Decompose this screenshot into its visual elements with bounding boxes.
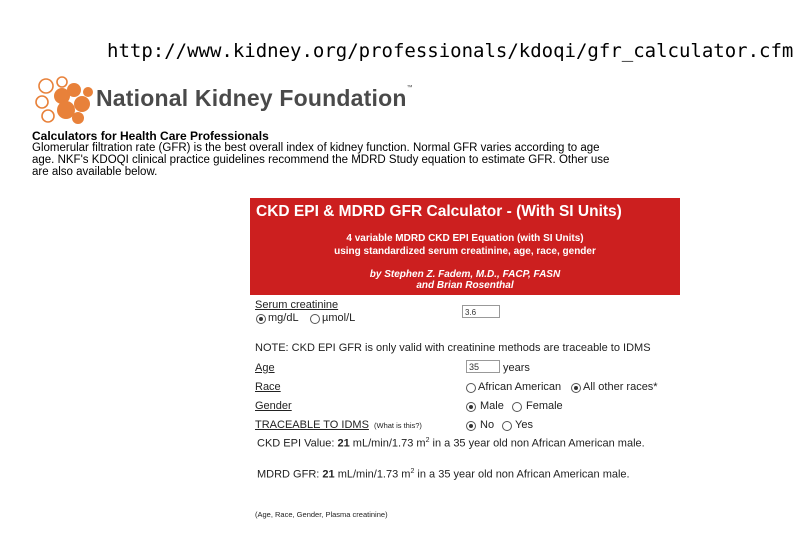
- ckd-epi-value: 21: [337, 437, 350, 450]
- mdrd-value: 21: [322, 468, 335, 481]
- intro-paragraph: [32, 142, 720, 178]
- idms-help-link[interactable]: (What is this?): [374, 421, 422, 430]
- unit-umol-radio[interactable]: [310, 314, 320, 324]
- result-footnote: (Age, Race, Gender, Plasma creatinine): [255, 510, 388, 519]
- calculator-author: by Stephen Z. Fadem, M.D., FACP, FASN: [369, 269, 561, 280]
- trademark-mark: ™: [406, 85, 413, 91]
- race-african-american-label: African American: [478, 381, 562, 393]
- calculator-header-panel: [250, 198, 680, 295]
- age-label: Age: [255, 362, 275, 374]
- page-url: http://www.kidney.org/professionals/kdoqi/gfr_calculator.cfm: [107, 40, 793, 62]
- calculator-author-2: and Brian Rosenthal: [416, 280, 514, 291]
- section-heading: Calculators for Health Care Professionals: [32, 129, 269, 143]
- race-other-label: All other races*: [583, 381, 658, 393]
- intro-line: age. NKF's KDOQI clinical practice guidelines recommend the MDRD Study equation to estimate GFR. Other use: [32, 154, 610, 166]
- mdrd-result: MDRD GFR: 21 mL/min/1.73 $m^2$ in a 35 year old non African American male.: [257, 468, 630, 481]
- gender-male-radio[interactable]: [466, 402, 476, 412]
- brand-name-text: National Kidney Foundation: [96, 85, 407, 111]
- race-other-radio[interactable]: [571, 383, 581, 393]
- idms-label: TRACEABLE TO IDMS: [255, 419, 369, 431]
- unit-mgdl-radio[interactable]: [256, 314, 266, 324]
- gender-female-radio[interactable]: [512, 402, 522, 412]
- intro-line: are also available below.: [32, 166, 158, 178]
- gender-male-label: Male: [480, 400, 504, 412]
- kidney-foundation-logo: [32, 74, 98, 128]
- idms-yes-radio[interactable]: [502, 421, 512, 431]
- calculator-subtitle: 4 variable MDRD CKD EPI Equation (with SI Units): [346, 233, 584, 244]
- race-label: Race: [255, 381, 281, 393]
- creatinine-input[interactable]: 3.6: [462, 305, 500, 318]
- ckd-epi-result: CKD EPI Value: 21 mL/min/1.73 $m^2$ in a 35 year old non African American male.: [257, 437, 645, 450]
- brand-name[interactable]: [96, 85, 413, 112]
- serum-creatinine-label: Serum creatinine: [255, 299, 339, 311]
- age-input[interactable]: 35: [466, 360, 500, 373]
- idms-no-label: No: [480, 419, 495, 431]
- idms-no-radio[interactable]: [466, 421, 476, 431]
- race-african-american-radio[interactable]: [466, 383, 476, 393]
- calculator-title: CKD EPI & MDRD GFR Calculator - (With SI Units): [256, 203, 622, 220]
- gender-label: Gender: [255, 400, 292, 412]
- age-unit: years: [503, 362, 530, 374]
- unit-umol-label: µmol/L: [322, 312, 356, 324]
- idms-note: NOTE: CKD EPI GFR is only valid with creatinine methods are traceable to IDMS: [255, 342, 651, 354]
- intro-line: Glomerular filtration rate (GFR) is the best overall index of kidney function. Normal GFR varies according to age: [32, 142, 600, 154]
- calculator-subtitle-2: using standardized serum creatinine, age, race, gender: [334, 246, 596, 257]
- gender-female-label: Female: [526, 400, 563, 412]
- idms-yes-label: Yes: [515, 419, 533, 431]
- unit-mgdl-label: mg/dL: [268, 312, 299, 324]
